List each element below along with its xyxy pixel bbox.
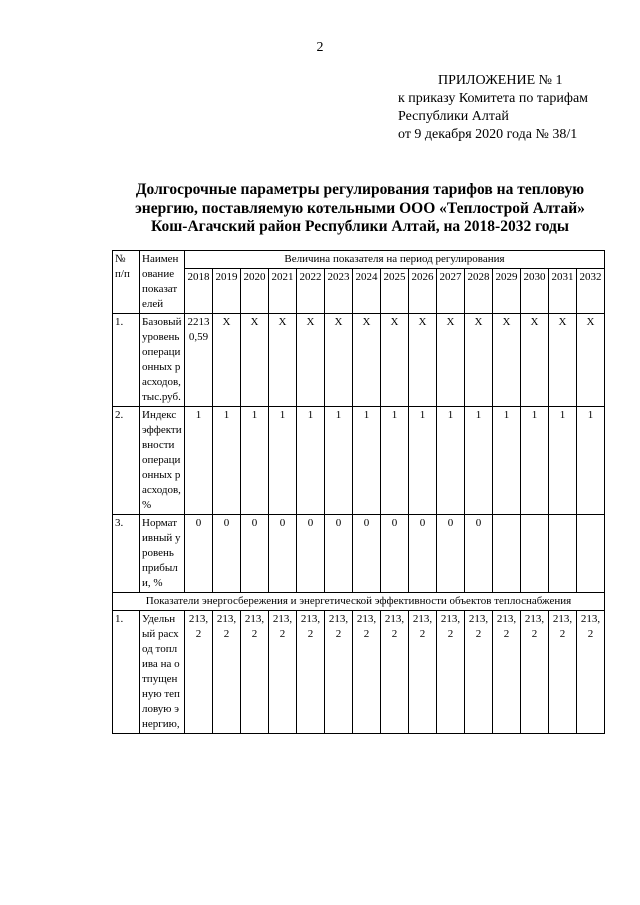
year-cell: 2020 [241,269,269,314]
value-cell: 213,2 [353,611,381,734]
value-cell: 213,2 [437,611,465,734]
year-cell: 2028 [465,269,493,314]
value-cell: 0 [213,515,241,593]
year-cell: 2025 [381,269,409,314]
value-cell: X [549,314,577,407]
row-num-cell: 2. [113,407,140,515]
value-cell: 213,2 [185,611,213,734]
year-cell: 2030 [521,269,549,314]
header-years-row [113,269,605,314]
row-name-cell: Базовый уровень операционных расходов, тыс.руб. [140,314,185,407]
value-cell [493,515,521,593]
value-cell: 1 [213,407,241,515]
value-cell: 213,2 [521,611,549,734]
document-title [100,181,620,237]
value-cell: 213,2 [213,611,241,734]
value-cell: X [577,314,605,407]
row-name-cell: Нормативный уровень прибыли, % [140,515,185,593]
value-cell: 0 [185,515,213,593]
table-row [113,515,605,593]
table-row [113,407,605,515]
row-num-cell: 1. [113,611,140,734]
title-line: Долгосрочные параметры регулирования тарифов на тепловую [135,181,585,198]
value-cell: X [409,314,437,407]
value-cell: 1 [465,407,493,515]
value-cell: X [493,314,521,407]
value-cell: 0 [381,515,409,593]
title-line: Кош-Агачский район Республики Алтай, на 2018-2032 годы [150,218,569,235]
year-cell: 2022 [297,269,325,314]
appendix-line: от 9 декабря 2020 года № 38/1 [398,127,578,142]
value-cell: 1 [437,407,465,515]
value-cell: 0 [353,515,381,593]
value-cell: X [241,314,269,407]
value-cell: 213,2 [241,611,269,734]
value-cell: 1 [185,407,213,515]
value-cell: X [325,314,353,407]
value-cell: 213,2 [325,611,353,734]
value-cell: 1 [241,407,269,515]
title-line: энергию, поставляемую котельными ООО «Теплострой Алтай» [135,199,585,217]
year-cell: 2023 [325,269,353,314]
value-cell: 0 [437,515,465,593]
page-number: 2 [316,40,324,55]
value-cell: 213,2 [409,611,437,734]
value-cell: 0 [297,515,325,593]
year-cell: 2026 [409,269,437,314]
value-cell: X [213,314,241,407]
appendix-title: ПРИЛОЖЕНИЕ № 1 [438,73,563,88]
value-cell: X [465,314,493,407]
value-cell: 0 [465,515,493,593]
value-cell [549,515,577,593]
row-num-cell: 3. [113,515,140,593]
value-cell: 213,2 [577,611,605,734]
value-cell: 213,2 [549,611,577,734]
year-cell: 2029 [493,269,521,314]
row-num-cell: 1. [113,314,140,407]
header-row [113,251,605,269]
value-cell: 213,2 [269,611,297,734]
parameters-table [112,250,605,734]
table-row [113,314,605,407]
value-cell: 1 [409,407,437,515]
year-cell: 2019 [213,269,241,314]
year-cell: 2031 [549,269,577,314]
value-cell [577,515,605,593]
value-cell: 1 [549,407,577,515]
value-cell: X [437,314,465,407]
value-cell: X [297,314,325,407]
value-cell: X [269,314,297,407]
value-cell: 213,2 [465,611,493,734]
value-cell: 213,2 [493,611,521,734]
appendix-line: к приказу Комитета по тарифам [398,91,589,106]
table-row [113,611,605,734]
value-cell: 1 [381,407,409,515]
year-cell: 2032 [577,269,605,314]
year-cell: 2027 [437,269,465,314]
appendix-line: Республики Алтай [398,109,509,124]
table-body [113,251,605,734]
value-cell: 0 [409,515,437,593]
value-cell: X [353,314,381,407]
value-cell: 1 [577,407,605,515]
value-cell: 0 [269,515,297,593]
value-cell: 1 [297,407,325,515]
section-header-cell: Показатели энергосбережения и энергетической эффективности объектов теплоснабжения [113,593,605,611]
value-cell: 1 [493,407,521,515]
section-row [113,593,605,611]
value-cell: 1 [353,407,381,515]
year-cell: 2018 [185,269,213,314]
header-num-cell: № п/п [113,251,140,314]
value-cell: 213,2 [297,611,325,734]
header-name-cell: Наименование показателей [140,251,185,314]
value-cell: X [381,314,409,407]
value-cell: 22130,59 [185,314,213,407]
value-cell: 0 [241,515,269,593]
appendix-block [398,72,588,144]
value-cell: 213,2 [381,611,409,734]
year-cell: 2024 [353,269,381,314]
value-cell: 0 [325,515,353,593]
value-cell: 1 [269,407,297,515]
value-cell [521,515,549,593]
value-cell: 1 [521,407,549,515]
value-cell: 1 [325,407,353,515]
row-name-cell: Удельный расход топлива на отпущенную тепловую энергию, [140,611,185,734]
value-cell: X [521,314,549,407]
year-cell: 2021 [269,269,297,314]
header-period-cell: Величина показателя на период регулирования [185,251,605,269]
row-name-cell: Индекс эффективности операционных расходов, % [140,407,185,515]
